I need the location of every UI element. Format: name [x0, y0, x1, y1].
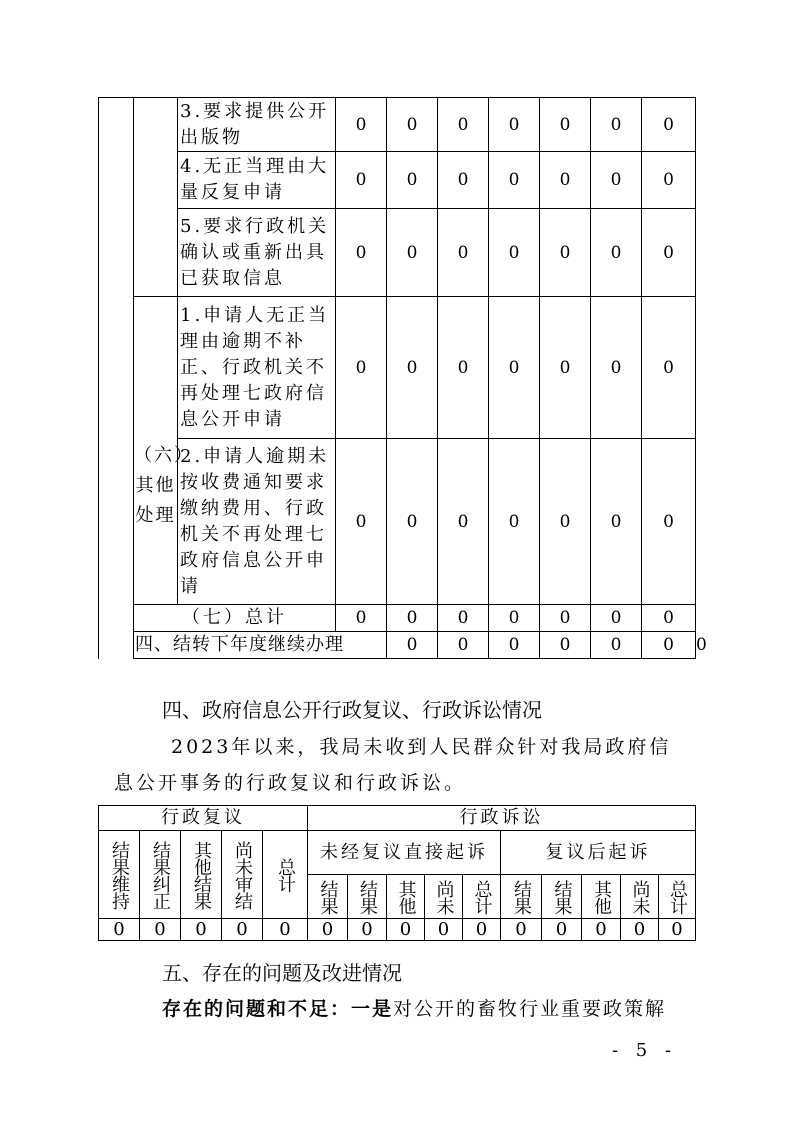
col-header: 结果纠正	[150, 840, 171, 909]
col-header: 总计	[471, 879, 493, 914]
col-header: 其他结果	[191, 840, 212, 909]
direct-suit-header: 未经复议直接起诉	[308, 831, 501, 875]
col-header: 结果	[357, 879, 378, 914]
review-litigation-table	[98, 805, 696, 941]
paragraph-line: 息公开事务的行政复议和行政诉讼。	[114, 772, 467, 794]
row-label: 4.无正当理由大量反复申请	[178, 152, 336, 209]
table-row: 2.申请人逾期未按收费通知要求缴纳费用、行政机关不再处理七政府信息公开申请 0 0 0 0 0 0 0	[99, 439, 696, 605]
paragraph-line	[162, 994, 666, 1021]
category-label-other: （六）其他处理	[134, 297, 178, 605]
table-row-carry: 四、结转下年度继续办理 0 0 0 0 0 0 0	[99, 632, 696, 659]
col-header: 结果	[511, 879, 532, 914]
row-label: 2.申请人逾期未按收费通知要求缴纳费用、行政机关不再处理七政府信息公开申请	[178, 439, 336, 605]
table-row: 0 0 0 0 0 0 0 0 0 0 0 0 0 0 0	[99, 919, 696, 941]
table-row: 5.要求行政机关确认或重新出具已获取信息 0 0 0 0 0 0 0	[99, 209, 696, 297]
page-number: - 5 -	[612, 1040, 678, 1061]
col-header: 结果	[317, 879, 339, 914]
col-header: 总计	[667, 879, 688, 914]
col-header: 尚未	[629, 879, 651, 914]
paragraph-rest: 对公开的畜牧行业重要政策解	[393, 998, 667, 1020]
bold-first: 一是	[351, 998, 394, 1020]
blank-category-cell	[134, 98, 178, 297]
litigation-header: 行政诉讼	[308, 806, 696, 831]
row-label: 3.要求提供公开出版物	[178, 98, 336, 152]
col-header: 其他	[591, 879, 612, 914]
carry-label: 四、结转下年度继续办理	[134, 632, 387, 659]
table-row: 3.要求提供公开出版物 0 0 0 0 0 0 0	[99, 98, 696, 152]
col-header: 尚未审结	[232, 840, 253, 909]
row-label: 5.要求行政机关确认或重新出具已获取信息	[178, 209, 336, 297]
col-header: 结果维持	[109, 840, 130, 909]
col-header: 总计	[275, 857, 296, 892]
statistics-table	[98, 97, 707, 659]
paragraph-line: 2023年以来，我局未收到人民群众针对我局政府信	[171, 736, 672, 758]
table-row: （六）其他处理 1.申请人无正当理由逾期不补正、行政机关不再处理七政府信息公开申请 0 0 0 0 0 0 0	[99, 297, 696, 439]
col-header: 尚未	[433, 879, 455, 914]
blank-outer-cell	[99, 98, 134, 659]
col-header: 其他	[395, 879, 417, 914]
col-header: 结果	[551, 879, 573, 914]
table-row: 4.无正当理由大量反复申请 0 0 0 0 0 0 0	[99, 152, 696, 209]
section-heading: 五、存在的问题及改进情况	[162, 961, 402, 985]
total-label: （七）总计	[134, 605, 336, 632]
section-heading: 四、政府信息公开行政复议、行政诉讼情况	[162, 698, 542, 722]
bold-lead: 存在的问题和不足：	[162, 998, 352, 1020]
after-review-header: 复议后起诉	[501, 831, 696, 875]
row-label: 1.申请人无正当理由逾期不补正、行政机关不再处理七政府信息公开申请	[178, 297, 336, 439]
review-header: 行政复议	[99, 806, 308, 831]
table-row-total: （七）总计 0 0 0 0 0 0 0	[99, 605, 696, 632]
